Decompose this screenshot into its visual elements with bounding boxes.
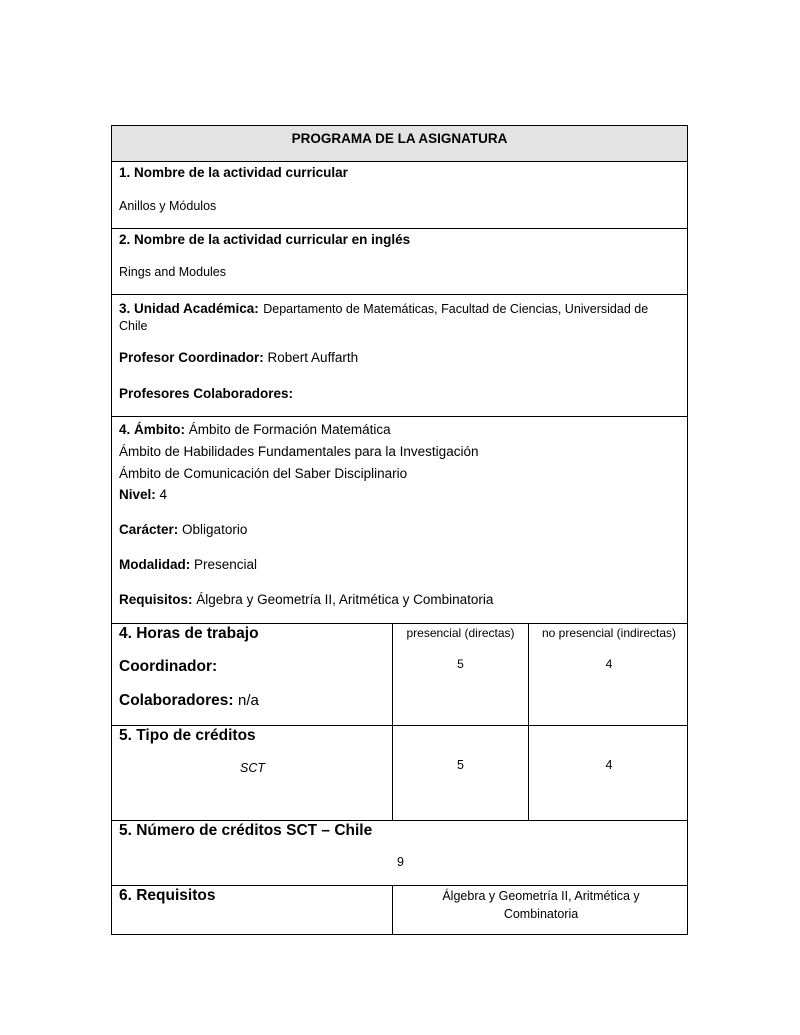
scope-value-2: Ámbito de Habilidades Fundamentales para la Investigación [119, 444, 479, 459]
character-line [119, 522, 247, 537]
section-work-hours [112, 624, 687, 726]
scope-line [119, 422, 391, 437]
course-name-label: 1. Nombre de la actividad curricular [119, 165, 348, 180]
section-prerequisites [112, 886, 687, 934]
direct-hours-value: 5 [457, 657, 464, 671]
character-label: Carácter: [119, 522, 179, 537]
column-divider [392, 726, 393, 820]
scope-value-1: Ámbito de Formación Matemática [188, 422, 391, 437]
requirements-value: Álgebra y Geometría II, Aritmética y Combinatoria [196, 592, 494, 607]
credit-type-title: 5. Tipo de créditos [119, 727, 256, 744]
section-sct-credits [112, 821, 687, 886]
academic-unit-line [119, 300, 648, 318]
modality-label: Modalidad: [119, 557, 191, 572]
english-name-label: 2. Nombre de la actividad curricular en inglés [119, 232, 411, 247]
hours-collaborators-label: Colaboradores: [119, 692, 234, 709]
prerequisites-value-line2: Combinatoria [503, 907, 579, 921]
academic-unit-value-cont: Chile [119, 319, 148, 333]
requirements-label: Requisitos: [119, 592, 193, 607]
prerequisites-value [393, 887, 689, 923]
program-table [111, 125, 688, 935]
level-label: Nivel: [119, 487, 156, 502]
section-academic-unit [112, 295, 687, 417]
collaborators-label: Profesores Colaboradores: [119, 386, 294, 401]
english-name-value: Rings and Modules [119, 265, 227, 279]
column-divider [528, 726, 529, 820]
table-title: PROGRAMA DE LA ASIGNATURA [291, 131, 508, 146]
table-header [112, 126, 687, 162]
work-hours-title: 4. Horas de trabajo [119, 625, 259, 642]
coordinator-value: Robert Auffarth [267, 350, 359, 365]
course-name-value: Anillos y Módulos [119, 199, 217, 213]
section-course-name [112, 162, 687, 229]
indirect-hours-header: no presencial (indirectas) [541, 626, 677, 640]
level-line [119, 487, 167, 502]
academic-unit-label: 3. Unidad Académica: [119, 301, 259, 316]
section-course-name-english [112, 229, 687, 295]
section-scope [112, 417, 687, 624]
coordinator-label: Profesor Coordinador: [119, 350, 264, 365]
hours-coordinator-label: Coordinador: [119, 658, 218, 675]
prerequisites-value-line1: Álgebra y Geometría II, Aritmética y [442, 889, 640, 903]
hours-collaborators-line [119, 692, 259, 710]
prerequisites-title: 6. Requisitos [119, 887, 216, 904]
requirements-line [119, 592, 493, 607]
level-value: 4 [159, 487, 168, 502]
sct-credits-title: 5. Número de créditos SCT – Chile [119, 822, 373, 839]
direct-credits-value: 5 [457, 758, 464, 772]
direct-hours-header: presencial (directas) [406, 626, 515, 640]
indirect-hours-value: 4 [605, 657, 613, 671]
hours-collaborators-value: n/a [238, 692, 259, 709]
scope-value-3: Ámbito de Comunicación del Saber Disciplinario [119, 466, 408, 481]
modality-line [119, 557, 257, 572]
section-credit-type [112, 726, 687, 821]
coordinator-line [119, 350, 358, 365]
character-value: Obligatorio [182, 522, 248, 537]
scope-label: 4. Ámbito: [119, 422, 185, 437]
academic-unit-value: Departamento de Matemáticas, Facultad de Ciencias, Universidad de [263, 302, 649, 316]
sct-credits-value: 9 [397, 855, 404, 869]
indirect-credits-value: 4 [605, 758, 613, 772]
credit-type-value: SCT [240, 761, 265, 775]
modality-value: Presencial [194, 557, 258, 572]
